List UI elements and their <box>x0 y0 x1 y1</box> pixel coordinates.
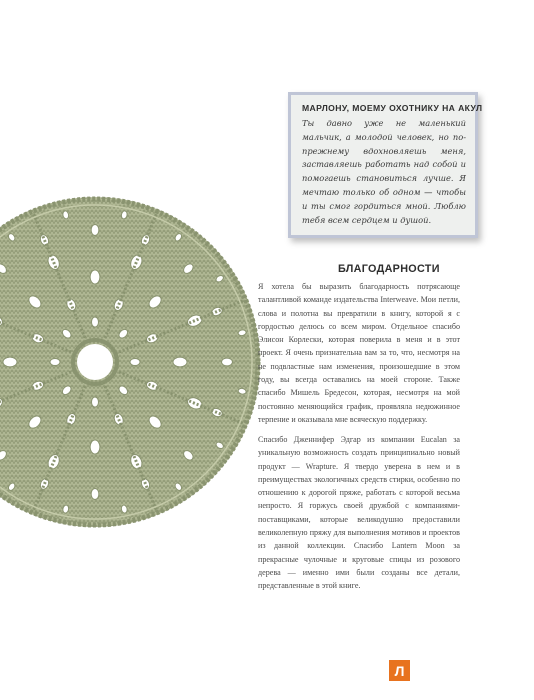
acknowledgements-paragraph-1: Я хотела бы выразить благодарность потрясающе талантливой команде издательства Interweave. Мои петли, слова и полотна вы превратили в книгу, которой я с гордостью делюсь со всем миром. Отдельное спасибо Элисон Корлески, которая поверила в меня и в этот проект. Я очень признательна вам за то, что, несмотря на не подвластные нам изменения, произошедшие в этом году, вы всегда оставались на моей стороне. Также спасибо Мишель Бредесон, которая, несмотря на мой постоянно меняющийся график, проявляла недюжинное терпение и оказывала мне всяческую поддержку. <box>258 282 460 424</box>
lace-hole <box>50 359 60 366</box>
lace-hole <box>92 317 99 327</box>
lace-hole <box>3 357 17 367</box>
lace-hole <box>90 270 100 284</box>
dedication-title: МАРЛОНУ, МОЕМУ ОХОТНИКУ НА АКУЛ <box>302 103 483 113</box>
lace-hole <box>90 440 100 454</box>
lace-hole <box>91 225 99 236</box>
lace-hole <box>91 489 99 500</box>
publisher-logo-icon: Л <box>389 660 410 681</box>
lace-hole <box>222 358 233 366</box>
lace-hole <box>173 357 187 367</box>
acknowledgements-paragraph-2: Спасибо Дженнифер Эдгар из компании Eucalan за уникальную возможность создать принципиально новый продукт — Wrapture. Я твердо уверена в нем и в преимуществах экологичных средств стирки, особенно по отношению к дорогой пряже, работать с которой весьма непросто. Я горжусь своей дружбой с компаниями-поставщиками, которые великодушно предоставили великолепную пряжу для выполнения мотивов и проектов из данной коллекции. Спасибо Lantern Moon за прекрасные чулочные и круговые спицы из розового дерева — именно ими были созданы все детали, представленные в этой книге. <box>258 435 460 591</box>
lace-hole <box>92 397 99 407</box>
dedication-text: Ты давно уже не маленький мальчик, а молодой человек, но по-прежнему вдохновляешь меня, заставляешь работать над собой и помогаешь становиться лучше. Я мечтаю только об одном — чтобы и ты смог гордиться мной. Люблю тебя всем сердцем и душой. <box>302 118 466 225</box>
acknowledgements-heading: БЛАГОДАРНОСТИ <box>338 263 440 275</box>
lace-hole <box>130 359 140 366</box>
dedication-box <box>288 92 483 238</box>
